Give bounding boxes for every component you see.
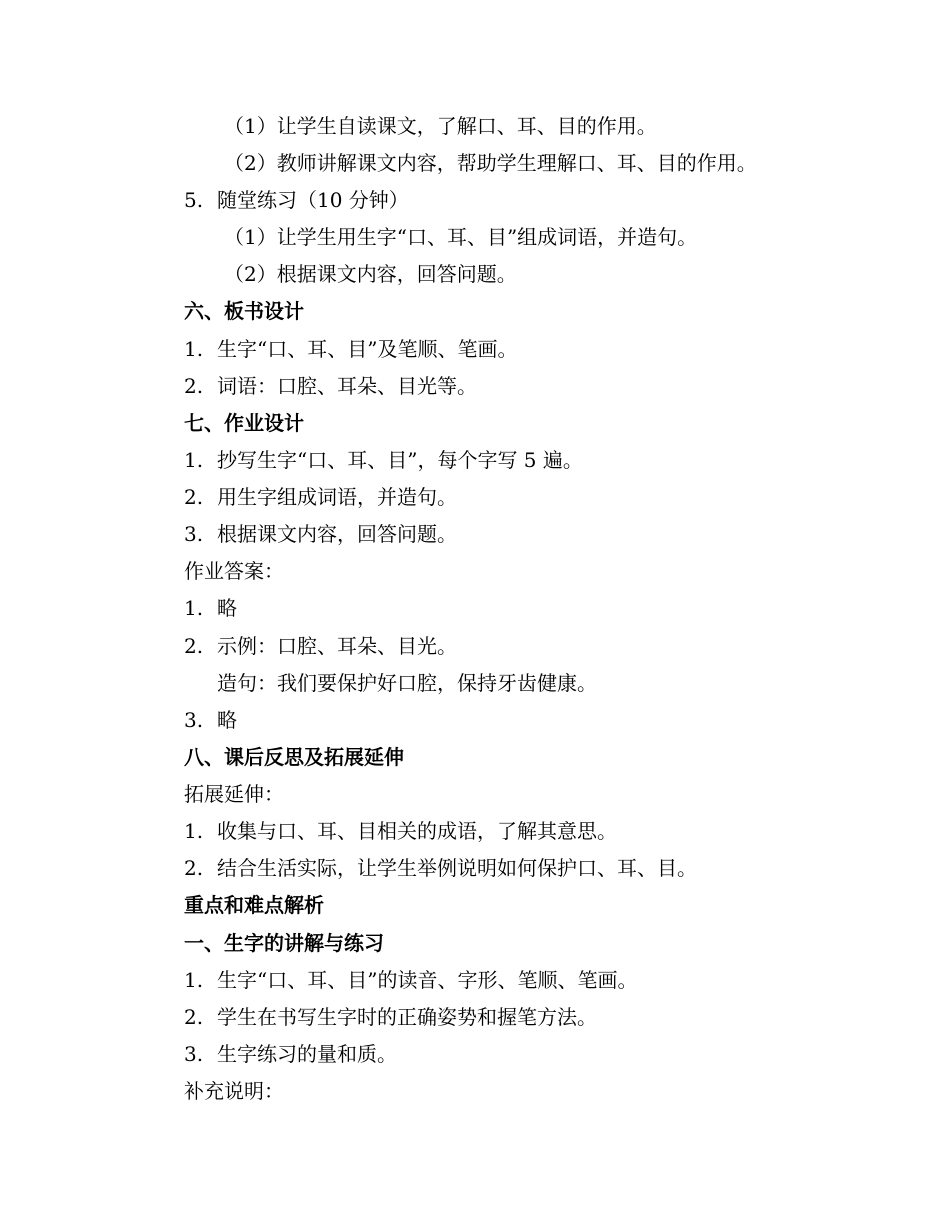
list-number: 1.	[184, 337, 204, 361]
list-text: 生字“口、耳、目”及笔顺、笔画。	[217, 337, 518, 361]
list-number: 1.	[184, 819, 204, 843]
list-text: 结合生活实际，让学生举例说明如何保护口、耳、目。	[217, 856, 697, 880]
line-14	[184, 631, 457, 661]
list-text: 用生字组成词语，并造句。	[217, 485, 457, 509]
line-1: （2）教师讲解课文内容，帮助学生理解口、耳、目的作用。	[224, 151, 757, 175]
list-text: 根据课文内容，回答问题。	[217, 522, 457, 546]
section-heading: 六、板书设计	[184, 299, 304, 323]
line-10	[184, 482, 457, 512]
line-12: 作业答案：	[184, 559, 284, 583]
line-2	[184, 185, 409, 215]
list-number: 2.	[184, 374, 204, 398]
list-text: 生字“口、耳、目”的读音、字形、笔顺、笔画。	[217, 968, 638, 992]
list-number: 1.	[184, 448, 204, 472]
line-13	[184, 593, 237, 623]
list-number: 1.	[184, 968, 204, 992]
list-number: 2.	[184, 634, 204, 658]
section-heading: 一、生字的讲解与练习	[184, 931, 384, 955]
list-text: 学生在书写生字时的正确姿势和握笔方法。	[217, 1005, 597, 1029]
list-number: 3.	[184, 1042, 204, 1066]
list-text: 随堂练习（10 分钟）	[217, 188, 409, 212]
line-9	[184, 445, 583, 475]
line-25	[184, 1039, 397, 1069]
list-number: 3.	[184, 522, 204, 546]
line-23	[184, 965, 637, 995]
list-number: 2.	[184, 856, 204, 880]
line-20	[184, 853, 697, 883]
line-16	[184, 705, 237, 735]
section-heading: 七、作业设计	[184, 411, 304, 435]
section-heading: 八、课后反思及拓展延伸	[184, 745, 404, 769]
list-number: 1.	[184, 596, 204, 620]
list-number: 5.	[184, 188, 204, 212]
line-26: 补充说明：	[184, 1079, 284, 1103]
section-heading: 重点和难点解析	[184, 893, 324, 917]
list-text: 词语：口腔、耳朵、目光等。	[217, 374, 477, 398]
list-text: 略	[217, 596, 237, 620]
list-text: 示例：口腔、耳朵、目光。	[217, 634, 457, 658]
line-11	[184, 519, 457, 549]
list-text: 生字练习的量和质。	[217, 1042, 397, 1066]
list-number: 2.	[184, 485, 204, 509]
line-24	[184, 1002, 597, 1032]
list-number: 3.	[184, 708, 204, 732]
line-7	[184, 371, 477, 401]
line-19	[184, 816, 617, 846]
line-15: 造句：我们要保护好口腔，保持牙齿健康。	[217, 671, 597, 695]
line-6	[184, 334, 517, 364]
list-number: 2.	[184, 1005, 204, 1029]
list-text: 收集与口、耳、目相关的成语，了解其意思。	[217, 819, 617, 843]
line-3: （1）让学生用生字“口、耳、目”组成词语，并造句。	[224, 225, 698, 249]
line-18: 拓展延伸：	[184, 782, 284, 806]
line-0: （1）让学生自读课文，了解口、耳、目的作用。	[224, 114, 657, 138]
line-4: （2）根据课文内容，回答问题。	[224, 262, 517, 286]
list-text: 抄写生字“口、耳、目”，每个字写 5 遍。	[217, 448, 583, 472]
list-text: 略	[217, 708, 237, 732]
